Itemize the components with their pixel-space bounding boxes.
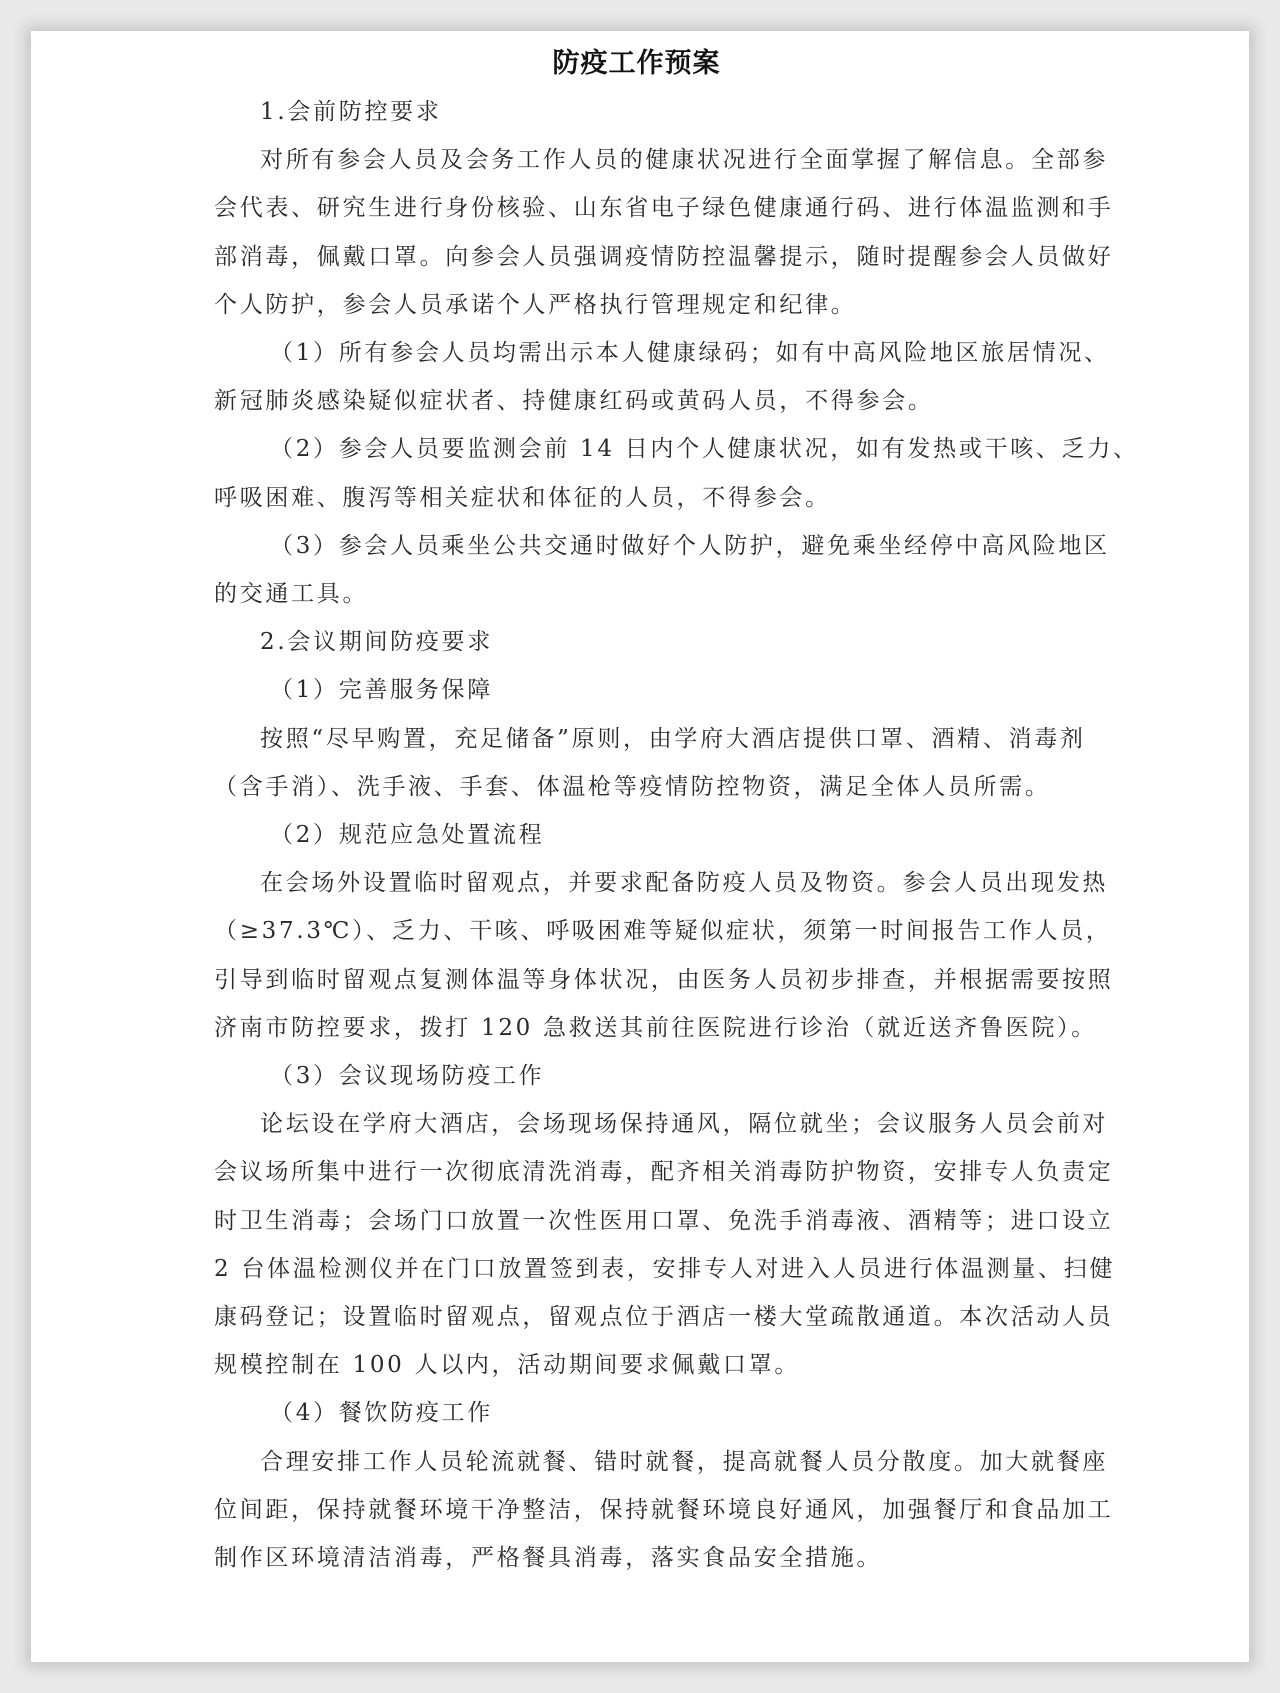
paragraph-p7-line: 规模控制在 100 人以内，活动期间要求佩戴口罩。 [214, 1352, 801, 1379]
paragraph-p3: （2）参会人员要监测会前 14 日内个人健康状况，如有发热或干咳、乏力、 [270, 436, 1139, 463]
paragraph-p6: 在会场外设置临时留观点，并要求配备防疫人员及物资。参会人员出现发热 [260, 870, 1109, 897]
paragraph-p7: 论坛设在学府大酒店，会场现场保持通风，隔位就坐；会议服务人员会前对 [260, 1111, 1109, 1138]
paragraph-p8: 合理安排工作人员轮流就餐、错时就餐，提高就餐人员分散度。加大就餐座 [260, 1448, 1109, 1475]
paragraph-p8-line: 位间距，保持就餐环境干净整洁，保持就餐环境良好通风，加强餐厅和食品加工 [214, 1496, 1114, 1523]
paragraph-p7-line: 康码登记；设置临时留观点，留观点位于酒店一楼大堂疏散通道。本次活动人员 [214, 1304, 1114, 1331]
paragraph-p5-line: （含手消）、洗手液、手套、体温枪等疫情防控物资，满足全体人员所需。 [214, 773, 1051, 800]
paragraph-p4: （3）参会人员乘坐公共交通时做好个人防护，避免乘坐经停中高风险地区 [270, 532, 1110, 559]
document-page [31, 31, 1249, 1662]
paragraph-p1-line: 个人防护，参会人员承诺个人严格执行管理规定和纪律。 [214, 291, 857, 318]
document-body [214, 41, 1139, 1582]
paragraph-p3-line: 呼吸困难、腹泻等相关症状和体征的人员，不得参会。 [214, 484, 831, 511]
paragraph-p1-line: 会代表、研究生进行身份核验、山东省电子绿色健康通行码、进行体温监测和手 [214, 195, 1114, 222]
paragraph-p7-line: 时卫生消毒；会场门口放置一次性医用口罩、免洗手消毒液、酒精等；进口设立 [214, 1207, 1114, 1234]
paragraph-p8-line: 制作区环境清洁消毒，严格餐具消毒，落实食品安全措施。 [214, 1545, 883, 1572]
paragraph-s2-1: （1）完善服务保障 [270, 677, 493, 704]
paragraph-p1: 对所有参会人员及会务工作人员的健康状况进行全面掌握了解信息。全部参 [260, 147, 1109, 174]
paragraph-p5: 按照“尽早购置，充足储备”原则，由学府大酒店提供口罩、酒精、消毒剂 [260, 725, 1086, 752]
paragraph-p4-line: 的交通工具。 [214, 581, 369, 608]
paragraph-p6-line: 济南市防控要求，拨打 120 急救送其前往医院进行诊治（就近送齐鲁医院）。 [214, 1014, 1097, 1041]
paragraph-s2-4: （4）餐饮防疫工作 [270, 1400, 493, 1427]
paragraph-p1-line: 部消毒，佩戴口罩。向参会人员强调疫情防控温馨提示，随时提醒参会人员做好 [214, 243, 1114, 270]
paragraph-p7-line: 会议场所集中进行一次彻底清洗消毒，配齐相关消毒防护物资，安排专人负责定 [214, 1159, 1114, 1186]
paragraph-p2-line: 新冠肺炎感染疑似症状者、持健康红码或黄码人员，不得参会。 [214, 388, 934, 415]
paragraph-s2-2: （2）规范应急处置流程 [270, 822, 545, 849]
paragraph-s2: 2.会议期间防疫要求 [260, 629, 493, 656]
document-title: 防疫工作预案 [552, 48, 721, 79]
paragraph-s1: 1.会前防控要求 [260, 99, 442, 125]
paragraph-p2: （1）所有参会人员均需出示本人健康绿码；如有中高风险地区旅居情况、 [270, 340, 1110, 367]
paragraph-p6-line: （≥37.3℃）、乏力、干咳、呼吸困难等疑似症状，须第一时间报告工作人员， [214, 918, 1112, 945]
paragraph-s2-3: （3）会议现场防疫工作 [270, 1063, 545, 1090]
paragraph-p6-line: 引导到临时留观点复测体温等身体状况，由医务人员初步排查，并根据需要按照 [214, 966, 1114, 993]
paragraph-p7-line: 2 台体温检测仪并在门口放置签到表，安排专人对进入人员进行体温测量、扫健 [214, 1255, 1116, 1282]
